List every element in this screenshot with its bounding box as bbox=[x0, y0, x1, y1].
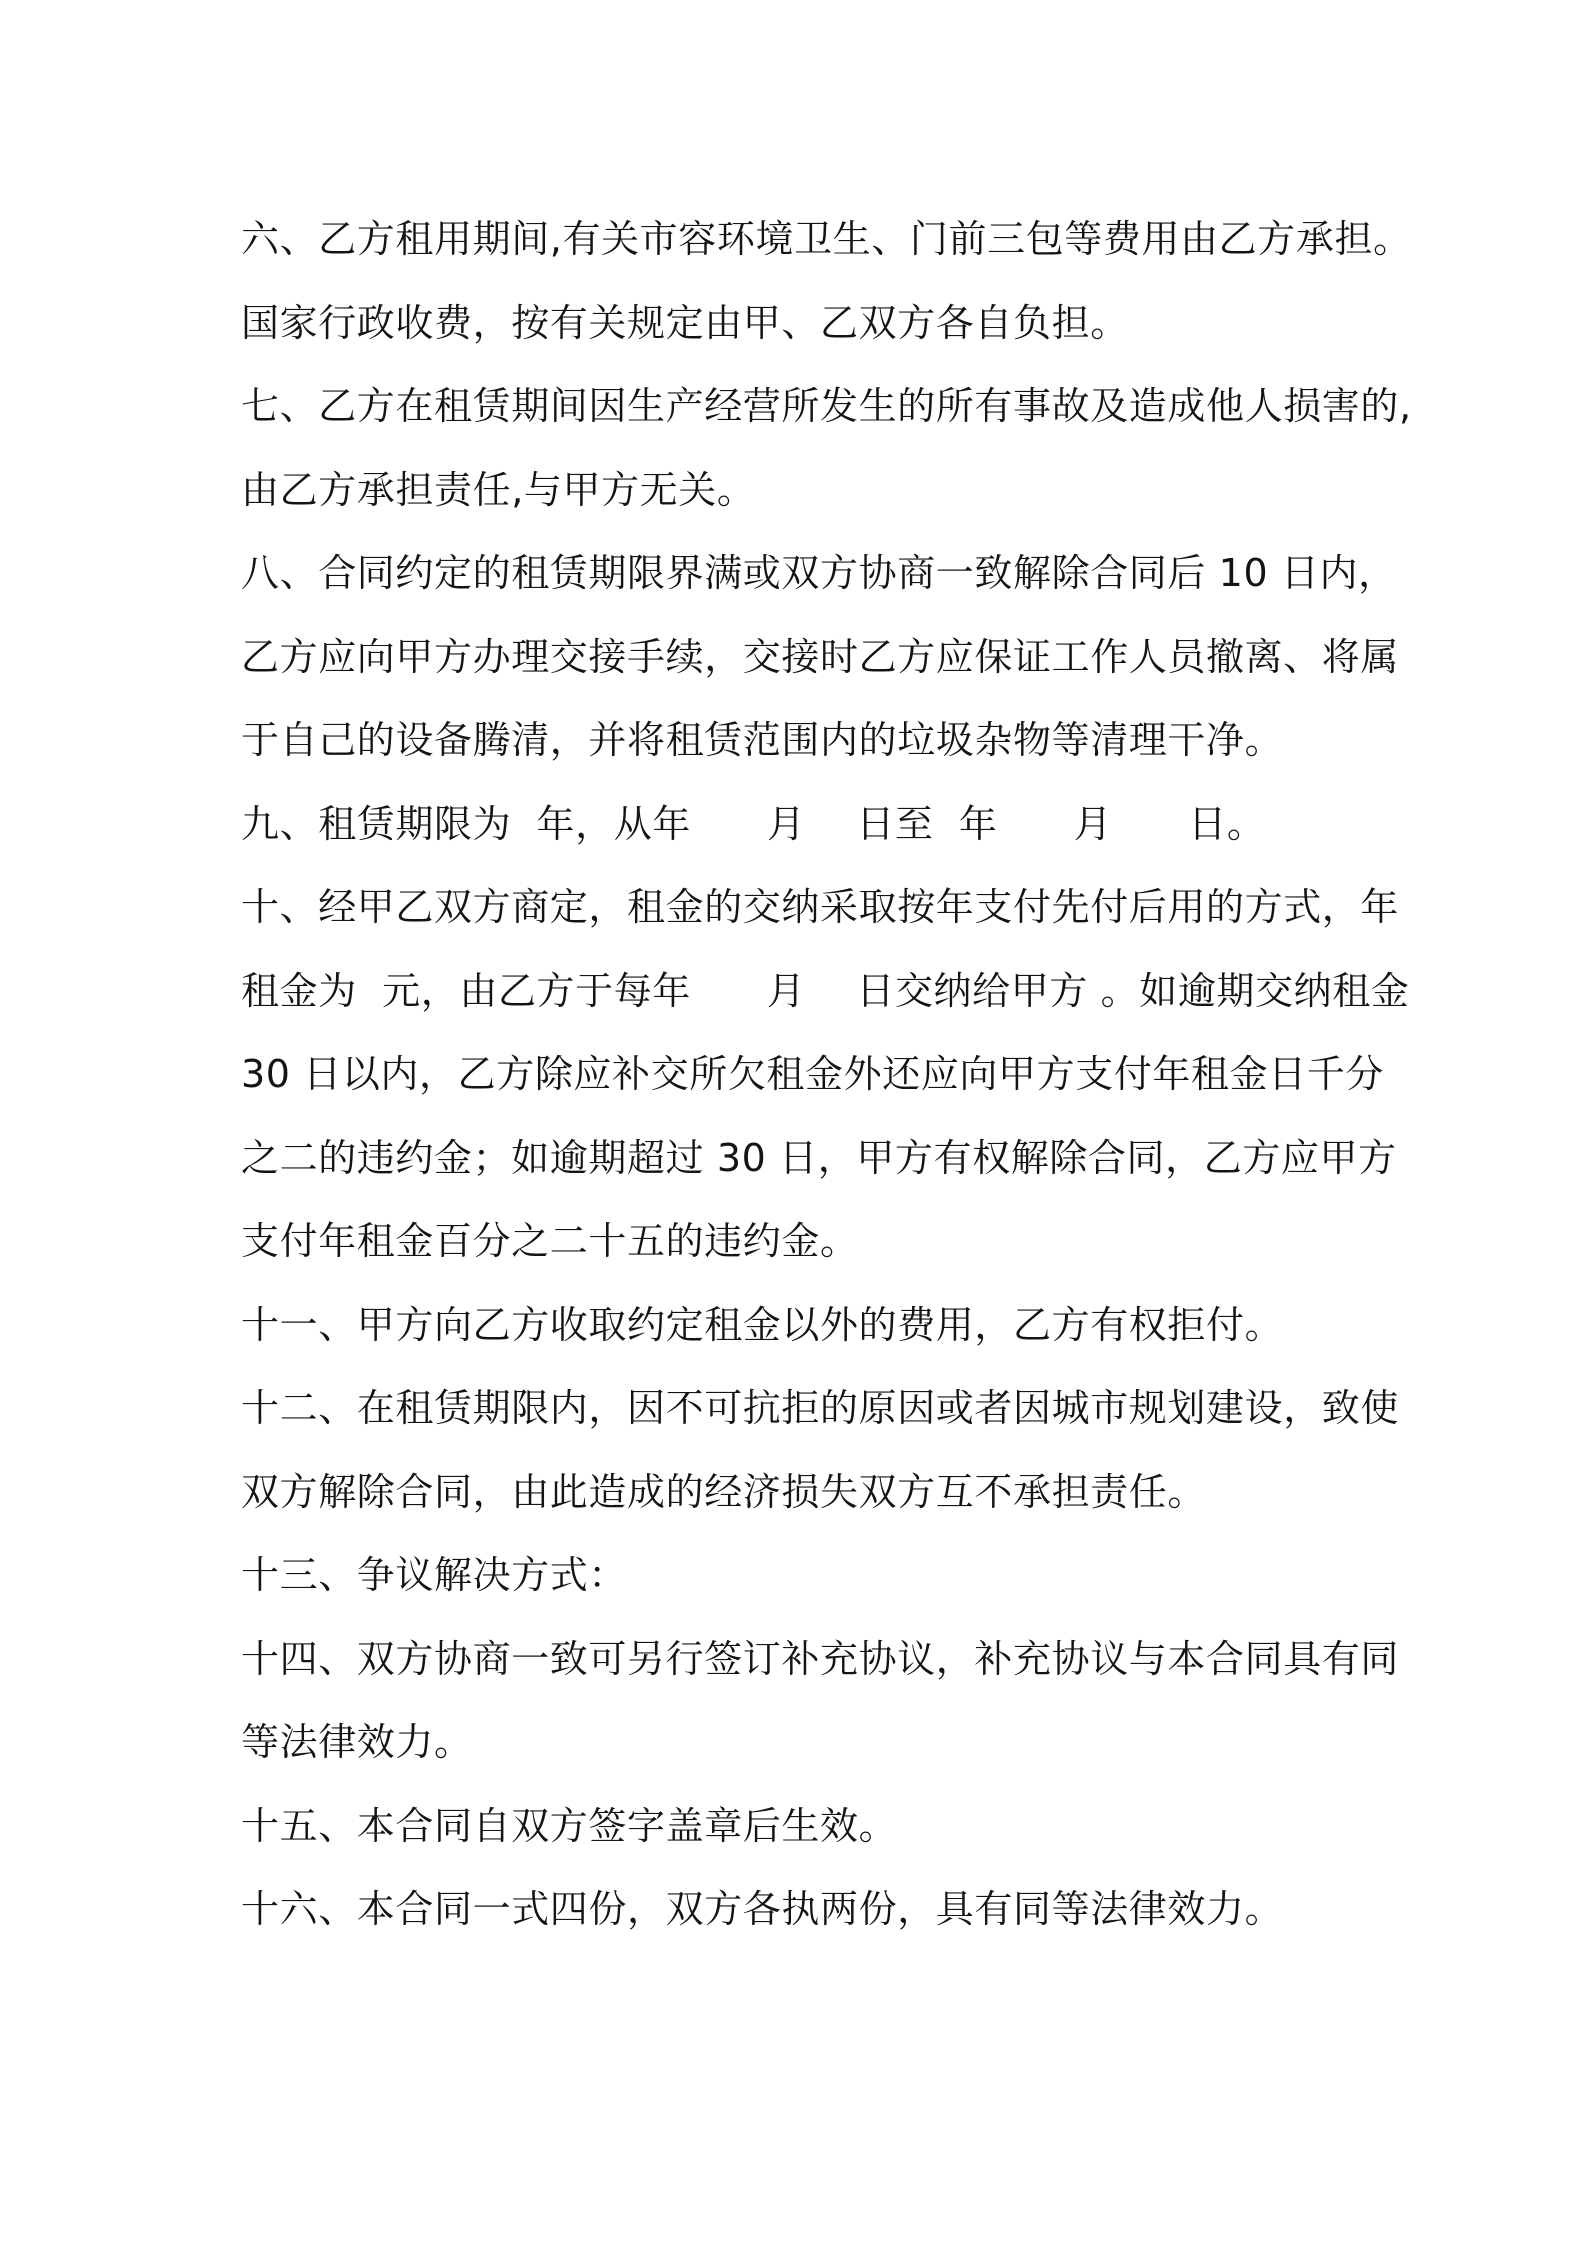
text-line: 十六、本合同一式四份，双方各执两份，具有同等法律效力。 bbox=[241, 1887, 1284, 1931]
document-body bbox=[241, 198, 1412, 1952]
text-line: 等法律效力。 bbox=[241, 1720, 473, 1764]
text-line: 之二的违约金；如逾期超过 30 日，甲方有权解除合同，乙方应甲方 bbox=[241, 1135, 1397, 1180]
text-line: 十三、争议解决方式： bbox=[241, 1553, 628, 1597]
text-line: 六、乙方租用期间,有关市容环境卫生、门前三包等费用由乙方承担。 bbox=[241, 217, 1412, 261]
text-line: 十四、双方协商一致可另行签订补充协议，补充协议与本合同具有同 bbox=[241, 1636, 1400, 1681]
text-line: 十五、本合同自双方签字盖章后生效。 bbox=[241, 1803, 898, 1848]
text-line: 七、乙方在租赁期间因生产经营所发生的所有事故及造成他人损害的, bbox=[241, 384, 1412, 428]
text-line: 于自己的设备腾清，并将租赁范围内的垃圾杂物等清理干净。 bbox=[241, 718, 1284, 762]
text-line: 支付年租金百分之二十五的违约金。 bbox=[241, 1219, 859, 1263]
text-line: 十二、在租赁期限内，因不可抗拒的原因或者因城市规划建设，致使 bbox=[241, 1386, 1400, 1430]
text-line: 由乙方承担责任,与甲方无关。 bbox=[241, 467, 756, 512]
text-line: 十、经甲乙双方商定，租金的交纳采取按年支付先付后用的方式，年 bbox=[241, 885, 1400, 929]
text-line: 八、合同约定的租赁期限界满或双方协商一致解除合同后 10 日内， bbox=[241, 551, 1397, 595]
text-line: 国家行政收费，按有关规定由甲、乙双方各自负担。 bbox=[241, 300, 1129, 345]
text-line: 十一、甲方向乙方收取约定租金以外的费用，乙方有权拒付。 bbox=[241, 1302, 1284, 1347]
text-line: 九、租赁期限为 年，从年 月 日至 年 月 日。 bbox=[241, 801, 1266, 846]
text-line: 30 日以内，乙方除应补交所欠租金外还应向甲方支付年租金日千分 bbox=[241, 1052, 1385, 1096]
text-line: 租金为 元，由乙方于每年 月 日交纳给甲方 。如逾期交纳租金 bbox=[241, 968, 1410, 1013]
text-line: 乙方应向甲方办理交接手续，交接时乙方应保证工作人员撤离、将属 bbox=[241, 634, 1400, 679]
text-line: 双方解除合同，由此造成的经济损失双方互不承担责任。 bbox=[241, 1469, 1207, 1514]
